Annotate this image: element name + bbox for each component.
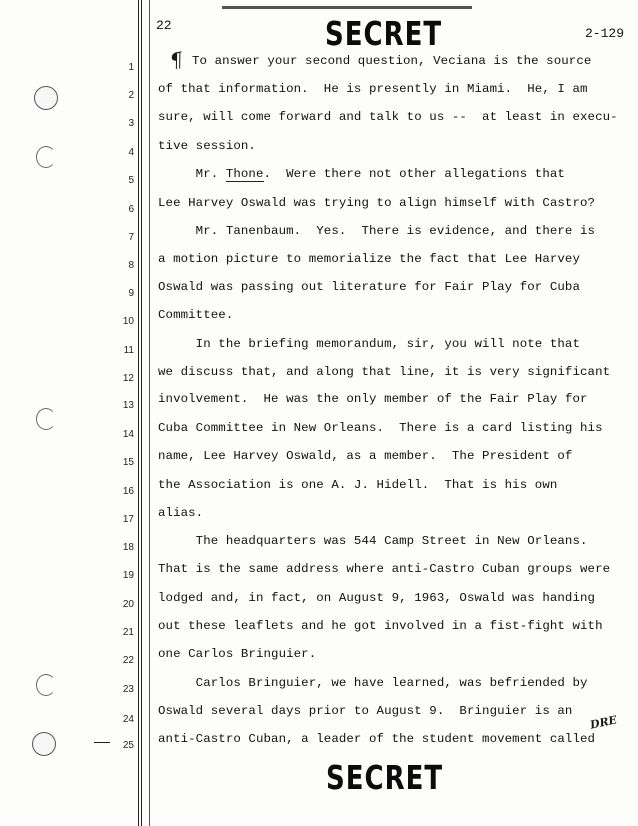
transcript-line: out these leaflets and he got involved in a fist-fight with bbox=[158, 619, 603, 633]
margin-note: DRE bbox=[588, 713, 619, 732]
line-number: 3 bbox=[128, 118, 134, 129]
transcript-line: one Carlos Bringuier. bbox=[158, 647, 317, 661]
handwritten-underline bbox=[226, 181, 264, 182]
page-number-left: 22 bbox=[156, 18, 172, 33]
secret-stamp-bottom: SECRET bbox=[326, 760, 444, 798]
transcript-line: we discuss that, and along that line, it is very significant bbox=[158, 365, 611, 379]
line-number: 5 bbox=[128, 175, 134, 186]
transcript-line: a motion picture to memorialize the fact that Lee Harvey bbox=[158, 252, 580, 266]
margin-rule bbox=[149, 0, 150, 826]
margin-rule bbox=[141, 0, 142, 826]
line-number: 1 bbox=[128, 62, 134, 73]
line-number: 23 bbox=[122, 684, 134, 695]
transcript-line: Carlos Bringuier, we have learned, was befriended by bbox=[158, 676, 588, 690]
transcript-line: Cuba Committee in New Orleans. There is a card listing his bbox=[158, 421, 603, 435]
transcript-line: lodged and, in fact, on August 9, 1963, Oswald was handing bbox=[158, 591, 596, 605]
line-number: 7 bbox=[128, 232, 134, 243]
top-stamp-remnant bbox=[222, 0, 472, 9]
line-number: 20 bbox=[122, 599, 134, 610]
line-number: 10 bbox=[122, 316, 134, 327]
transcript-line: the Association is one A. J. Hidell. That is his own bbox=[158, 478, 558, 492]
line-number: 18 bbox=[122, 542, 134, 553]
transcript-line: sure, will come forward and talk to us -- at least in execu- bbox=[158, 110, 618, 124]
secret-stamp-top: SECRET bbox=[325, 16, 443, 54]
transcript-line: That is the same address where anti-Castro Cuban groups were bbox=[158, 562, 611, 576]
transcript-line: involvement. He was the only member of the Fair Play for bbox=[158, 392, 588, 406]
transcript-line: alias. bbox=[158, 506, 204, 520]
punch-hole bbox=[34, 86, 58, 110]
line-number: 4 bbox=[128, 147, 134, 158]
line-number: 15 bbox=[122, 457, 134, 468]
line-number: 25 bbox=[122, 740, 134, 751]
line-number: 13 bbox=[122, 400, 134, 411]
transcript-line: tive session. bbox=[158, 139, 256, 153]
punch-hole-partial bbox=[36, 408, 56, 430]
transcript-line: anti-Castro Cuban, a leader of the student movement called bbox=[158, 732, 596, 746]
line-number: 6 bbox=[128, 204, 134, 215]
transcript-line: name, Lee Harvey Oswald, as a member. The President of bbox=[158, 449, 573, 463]
line-number: 19 bbox=[122, 570, 134, 581]
line-number: 11 bbox=[123, 345, 134, 356]
transcript-line: Oswald several days prior to August 9. Bringuier is an bbox=[158, 704, 573, 718]
transcript-line: Oswald was passing out literature for Fair Play for Cuba bbox=[158, 280, 580, 294]
transcript-line: Mr. Tanenbaum. Yes. There is evidence, and there is bbox=[158, 224, 596, 238]
transcript-line: Lee Harvey Oswald was trying to align himself with Castro? bbox=[158, 196, 596, 210]
punch-hole-partial bbox=[36, 146, 56, 168]
line-number: 12 bbox=[122, 373, 134, 384]
page-number-right: 2-129 bbox=[584, 26, 624, 41]
line-number: 9 bbox=[128, 288, 134, 299]
transcript-line: of that information. He is presently in Miami. He, I am bbox=[158, 82, 588, 96]
line-number: 16 bbox=[122, 486, 134, 497]
transcript-line: The headquarters was 544 Camp Street in New Orleans. bbox=[158, 534, 588, 548]
line-number: 2 bbox=[128, 90, 134, 101]
transcript-line: To answer your second question, Veciana is the source bbox=[192, 54, 592, 68]
line-number: 8 bbox=[128, 260, 134, 271]
punch-hole-partial bbox=[36, 674, 56, 696]
transcript-line: Committee. bbox=[158, 308, 234, 322]
margin-dash-mark bbox=[94, 742, 110, 743]
line-number: 22 bbox=[122, 655, 134, 666]
line-number: 14 bbox=[122, 429, 134, 440]
paragraph-mark-icon: ¶ bbox=[168, 47, 185, 73]
line-number: 21 bbox=[122, 627, 134, 638]
punch-hole bbox=[32, 732, 56, 756]
line-number: 17 bbox=[122, 514, 134, 525]
transcript-line: Mr. Thone. Were there not other allegations that bbox=[158, 167, 565, 181]
transcript-line: In the briefing memorandum, sir, you will note that bbox=[158, 337, 580, 351]
margin-rule bbox=[138, 0, 139, 826]
line-number: 24 bbox=[122, 714, 134, 725]
